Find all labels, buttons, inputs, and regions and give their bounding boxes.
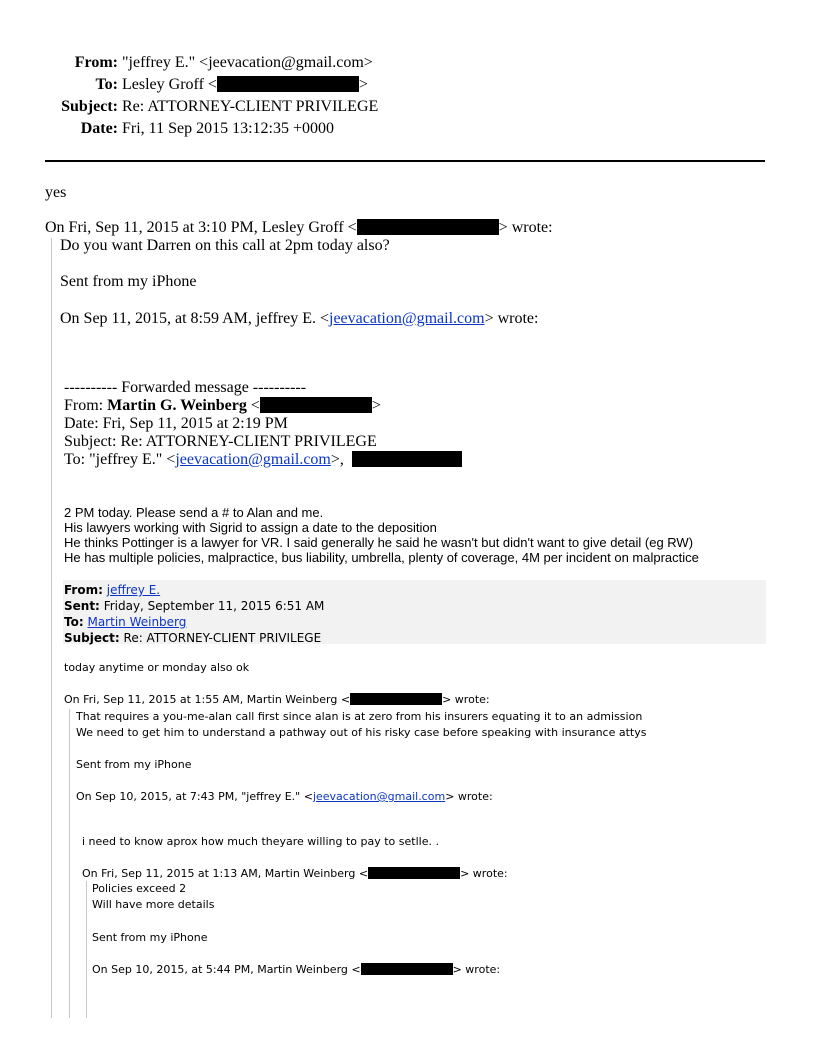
thread-q1-intro-end: > wrote: — [442, 693, 490, 706]
inner-from-label: From: — [64, 583, 103, 597]
quote-bar — [69, 709, 70, 1018]
forwarded-from — [64, 397, 381, 415]
forwarded-body-line: His lawyers working with Sigrid to assign a date to the deposition — [64, 520, 437, 535]
thread-q3-sent: Sent from my iPhone — [92, 931, 208, 944]
thread-q4-intro-text: On Sep 10, 2015, at 5:44 PM, Martin Weinberg < — [92, 963, 361, 976]
quote1-intro — [45, 219, 553, 237]
forwarded-from-gt: > — [371, 397, 381, 414]
to-close: > — [358, 76, 368, 93]
inner-subject-row — [64, 630, 324, 646]
thread-q2-intro — [76, 790, 493, 803]
header-from-row — [30, 54, 373, 72]
thread-q3-line2: Will have more details — [92, 898, 215, 911]
thread-q3-intro-end: > wrote: — [460, 867, 508, 880]
redaction-bar — [352, 451, 462, 467]
thread-q3-intro-text: On Fri, Sep 11, 2015 at 1:13 AM, Martin Weinberg < — [82, 867, 369, 880]
forwarded-body-line: He thinks Pottinger is a lawyer for VR. I said generally he said he wasn't but didn't want to give detail (eg RW) — [64, 535, 694, 550]
forwarded-from-prefix: From: — [64, 397, 108, 414]
inner-to-row — [64, 614, 324, 630]
inner-to-label: To: — [64, 615, 84, 629]
redaction-bar — [350, 693, 442, 705]
reply-text: yes — [45, 184, 67, 201]
quote1-intro-end: > wrote: — [498, 219, 553, 236]
thread-q4-intro-end: > wrote: — [452, 963, 501, 976]
inner-from-link[interactable]: jeffrey E. — [106, 583, 161, 597]
header-subject-row — [30, 98, 378, 116]
header-divider — [45, 160, 765, 162]
thread-q2-email-link[interactable]: jeevacation@gmail.com — [312, 790, 446, 803]
thread-msg1: today anytime or monday also ok — [64, 661, 250, 674]
thread-q3-intro — [82, 867, 508, 880]
inner-subject-label: Subject: — [64, 631, 120, 645]
inner-sent-label: Sent: — [64, 599, 100, 613]
thread-q2-line1: i need to know aprox how much theyare willing to pay to setlle. . — [82, 835, 439, 848]
inner-header — [64, 582, 324, 646]
redaction-bar — [357, 219, 499, 235]
thread-q3-line1: Policies exceed 2 — [92, 882, 187, 895]
thread-q1-line1: That requires a you-me-alan call first since alan is at zero from his insurers equating it to an admission — [76, 710, 643, 723]
quote2-intro-a: On Sep 11, 2015, at 8:59 AM, jeffrey E. < — [60, 310, 329, 327]
date-label: Date: — [80, 120, 118, 137]
to-name: Lesley Groff < — [122, 76, 217, 93]
date-value: Fri, 11 Sep 2015 13:12:35 +0000 — [122, 120, 334, 137]
forwarded-to-suffix: >, — [330, 451, 344, 468]
forwarded-to-email-link[interactable]: jeevacation@gmail.com — [175, 451, 331, 468]
from-value: "jeffrey E." <jeevacation@gmail.com> — [122, 54, 373, 71]
redaction-bar — [217, 76, 359, 92]
subject-label: Subject: — [61, 98, 118, 115]
thread-q4-intro — [92, 963, 500, 976]
forwarded-from-name: Martin G. Weinberg — [107, 397, 247, 414]
forwarded-to — [64, 451, 462, 469]
forwarded-date: Date: Fri, Sep 11, 2015 at 2:19 PM — [64, 415, 288, 432]
quote-bar — [51, 238, 52, 1018]
inner-subject-value: Re: ATTORNEY-CLIENT PRIVILEGE — [123, 631, 322, 645]
quote1-intro-text: On Fri, Sep 11, 2015 at 3:10 PM, Lesley Groff < — [45, 219, 357, 236]
header-to-row — [30, 76, 368, 94]
inner-sent-row — [64, 598, 324, 614]
thread-q2-intro-b: > wrote: — [445, 790, 493, 803]
to-label: To: — [95, 76, 118, 93]
inner-from-row — [64, 582, 324, 598]
subject-value: Re: ATTORNEY-CLIENT PRIVILEGE — [122, 98, 379, 115]
header-date-row — [30, 120, 334, 138]
quote-bar — [86, 881, 87, 1018]
thread-q1-sent: Sent from my iPhone — [76, 758, 192, 771]
forwarded-from-lt: < — [246, 397, 260, 414]
quote2-email-link[interactable]: jeevacation@gmail.com — [329, 310, 485, 327]
inner-sent-value: Friday, September 11, 2015 6:51 AM — [103, 599, 325, 613]
inner-to-link[interactable]: Martin Weinberg — [87, 615, 187, 629]
forwarded-banner: ---------- Forwarded message ---------- — [64, 379, 307, 396]
quote1-sent: Sent from my iPhone — [60, 273, 197, 290]
forwarded-body-line: He has multiple policies, malpractice, bus liability, umbrella, plenty of coverage, 4M per incident on malpractice — [64, 550, 699, 565]
quote1-line1: Do you want Darren on this call at 2pm today also? — [60, 237, 390, 254]
thread-q1-intro — [64, 693, 490, 706]
redaction-bar — [260, 397, 372, 413]
forwarded-body-line: 2 PM today. Please send a # to Alan and me. — [64, 505, 324, 520]
forwarded-to-prefix: To: "jeffrey E." < — [64, 451, 176, 468]
from-label: From: — [74, 54, 118, 71]
forwarded-subject: Subject: Re: ATTORNEY-CLIENT PRIVILEGE — [64, 433, 377, 450]
quote2-intro-b: > wrote: — [484, 310, 539, 327]
quote2-intro — [60, 310, 538, 328]
thread-q1-line2: We need to get him to understand a pathway out of his risky case before speaking with insurance attys — [76, 726, 647, 739]
thread-q1-intro-text: On Fri, Sep 11, 2015 at 1:55 AM, Martin Weinberg < — [64, 693, 351, 706]
redaction-bar — [361, 963, 453, 975]
redaction-bar — [368, 867, 460, 879]
thread-q2-intro-a: On Sep 10, 2015, at 7:43 PM, "jeffrey E." < — [76, 790, 313, 803]
